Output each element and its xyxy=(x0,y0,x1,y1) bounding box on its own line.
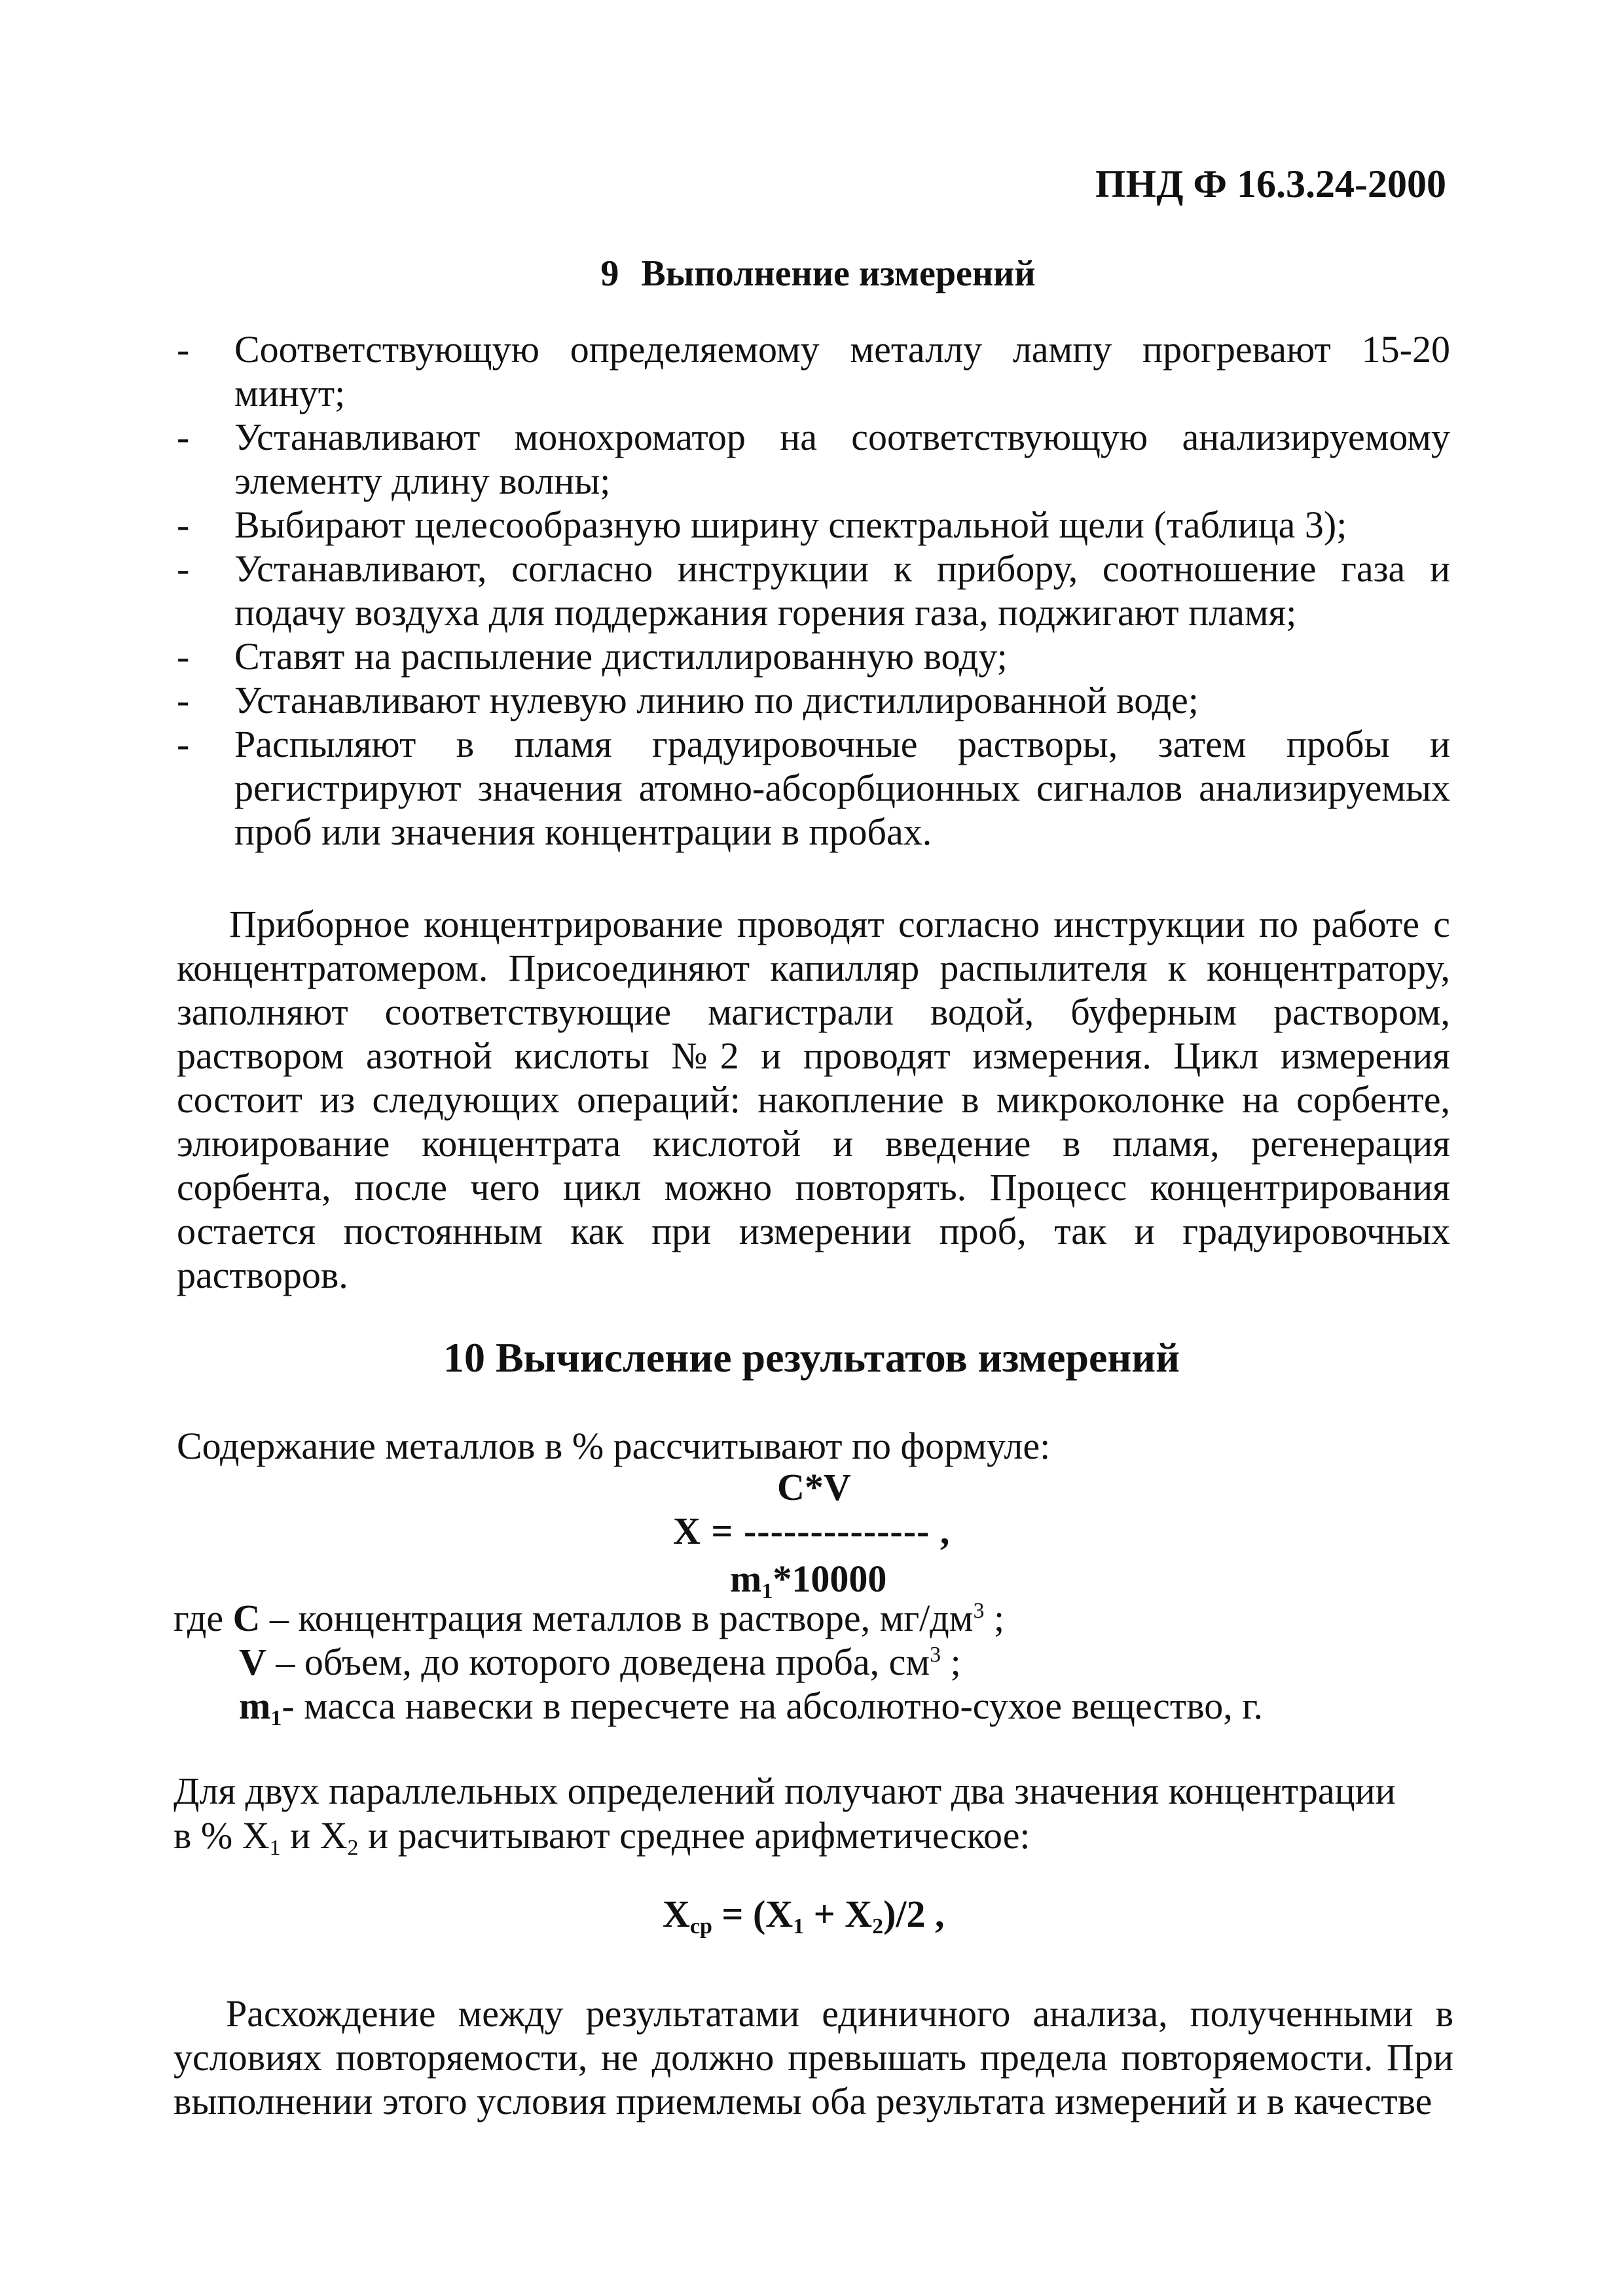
parallel-line-1: Для двух параллельных определений получают два значения концентрации xyxy=(173,1770,1396,1812)
bullet-dash: - xyxy=(177,328,190,371)
list-item: - Соответствующую определяемому металлу лампу прогревают 15-20 минут; xyxy=(177,328,1450,414)
document-code: ПНД Ф 16.3.24-2000 xyxy=(1095,162,1446,206)
list-item: - Устанавливают монохроматор на соответствующую анализируемому элементу длину волны; xyxy=(177,416,1450,502)
bullet-dash: - xyxy=(177,547,190,590)
formula-denominator: $m_1*10000$ xyxy=(730,1558,887,1603)
measurement-steps-list xyxy=(177,327,1450,854)
section-10-heading: 10 Вычисление результатов измерений xyxy=(443,1334,1180,1381)
parallel-line-2: в % $X_1$ и $X_2$ и расчитывают среднее арифметическое: xyxy=(173,1814,1030,1860)
bullet-dash: - xyxy=(177,679,190,721)
formula-numerator: C*V xyxy=(777,1466,851,1508)
list-item: - Выбирают целесообразную ширину спектральной щели (таблица 3); xyxy=(177,503,1347,546)
section-9-title: Выполнение измерений xyxy=(641,253,1036,294)
closing-paragraph: Расхождение между результатами единичного анализа, полученными в условиях повторяемости, не должно превышать предела повторяемости. При выполнении этого условия приемлемы оба результата измерений и в качестве xyxy=(173,1992,1453,2123)
formula-intro-text: Содержание металлов в % рассчитывают по формуле: xyxy=(177,1425,1051,1467)
list-item: - Распыляют в пламя градуировочные растворы, затем пробы и регистрируют значения атомно-абсорбционных сигналов анализируемых проб или значения концентрации в пробах. xyxy=(177,723,1450,853)
mean-formula: $X_{ср} = (X_1 + X_2)/2$ , xyxy=(663,1893,945,1939)
definition-v: V – объем, до которого доведена проба, $см^3$ ; xyxy=(239,1641,961,1683)
list-item: - Устанавливают нулевую линию по дистиллированной воде; xyxy=(177,679,1199,721)
bullet-dash: - xyxy=(177,416,190,458)
concentration-paragraph: Приборное концентрирование проводят согласно инструкции по работе с концентратомером. Присоединяют капилляр распылителя к концентратору, заполняют соответствующие магистрали водой, буферным раствором, раствором азотной кислоты №2 и проводят измерения. Цикл измерения состоит из следующих операций: накопление в микроколонке на сорбенте, элюирование концентрата кислотой и введение в пламя, регенерация сорбента, после чего цикл можно повторять. Процесс концентрирования остается постоянным как при измерении проб, так и градуировочных растворов. xyxy=(177,903,1450,1296)
bullet-dash: - xyxy=(177,503,190,546)
section-9-heading xyxy=(0,252,1623,296)
definition-m1: $m_1-$ масса навески в пересчете на абсолютно-сухое вещество, г. xyxy=(239,1685,1263,1730)
bullet-dash: - xyxy=(177,723,190,765)
list-item: - Устанавливают, согласно инструкции к прибору, соотношение газа и подачу воздуха для поддержания горения газа, поджигают пламя; xyxy=(177,547,1450,634)
section-9-number: 9 xyxy=(600,253,619,294)
definition-c: где C – концентрация металлов в растворе, $мг/дм^3$ ; xyxy=(173,1597,1005,1639)
list-item: - Ставят на распыление дистиллированную воду; xyxy=(177,635,1008,678)
bullet-dash: - xyxy=(177,635,190,678)
formula-main-line: X = -------------- , xyxy=(673,1510,951,1552)
